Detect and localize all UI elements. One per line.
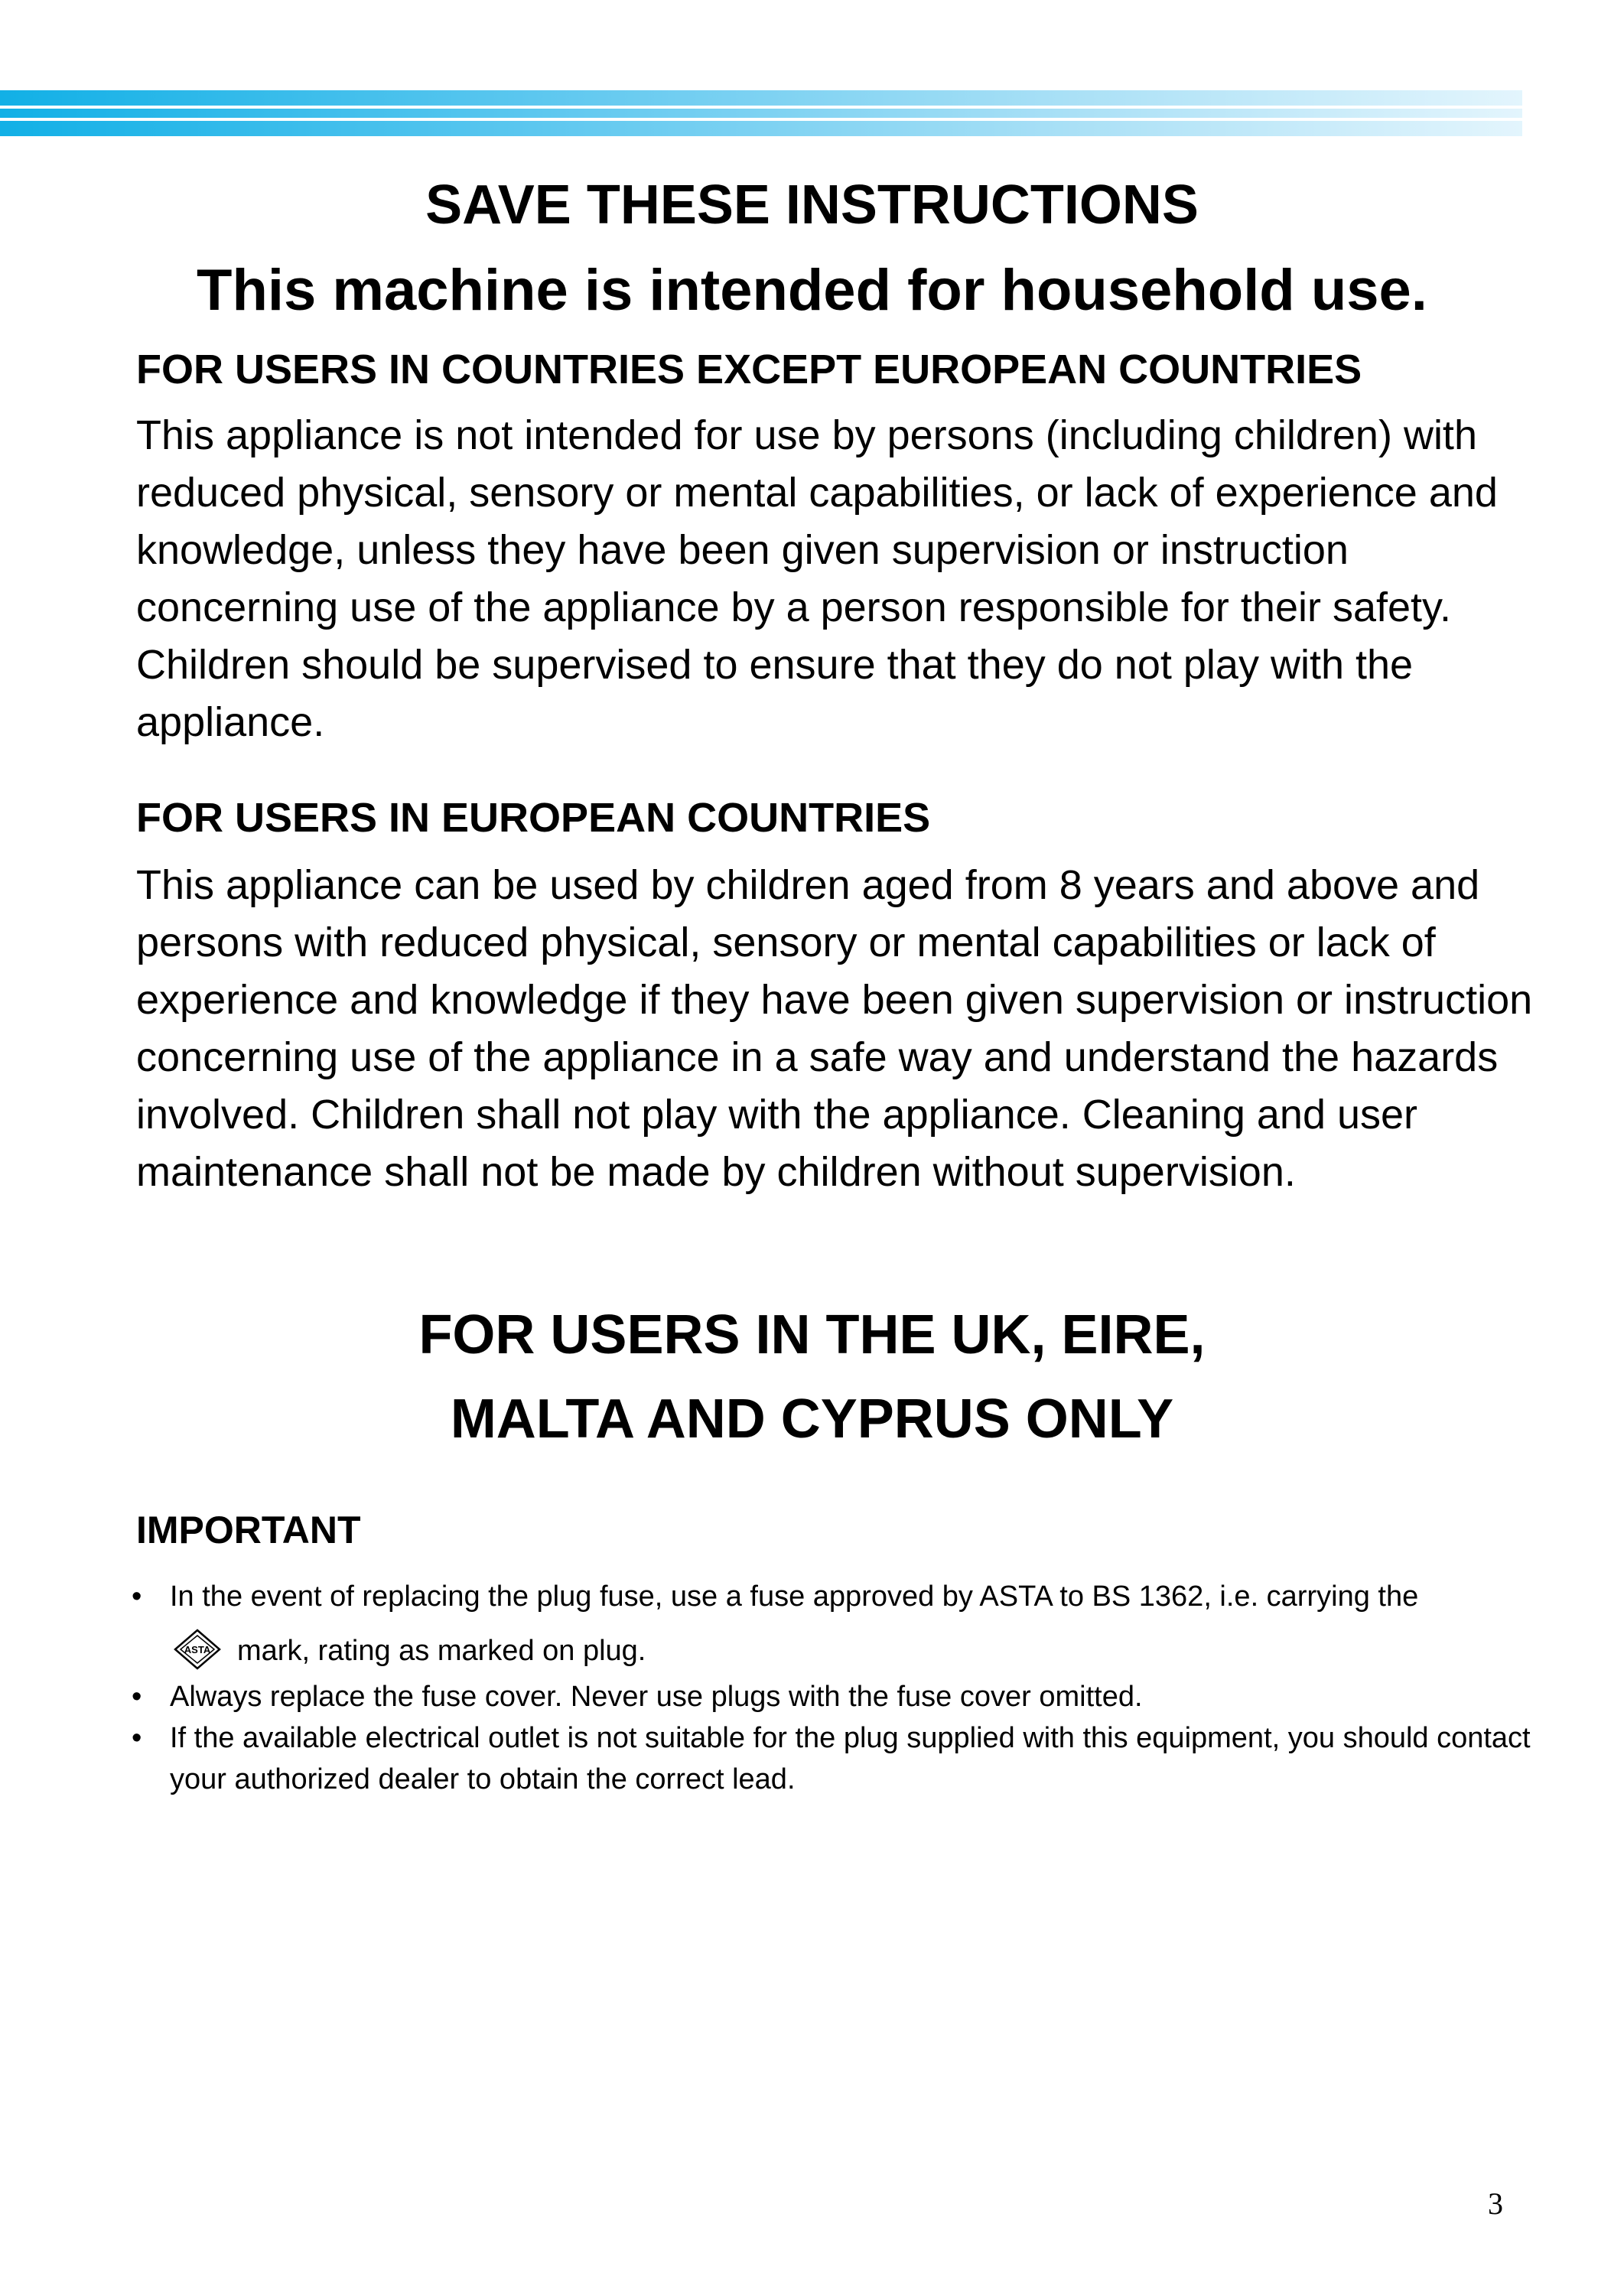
list-item (132, 1576, 1531, 1672)
page-subtitle: This machine is intended for household use. (197, 258, 1427, 323)
list-item (132, 1717, 1531, 1800)
section-text-non-eu: This appliance is not intended for use by persons (including children) with reduced physical, sensory or mental capabilities, or lack of experience and knowledge, unless they have been given supervision or instruction concerning use of the appliance by a person responsible for their safety. Children should be supervised to ensure that they do not play with the appliance. (136, 412, 1498, 745)
uk-title-line1: FOR USERS IN THE UK, EIRE, (418, 1304, 1206, 1366)
header-bar-stripe (0, 106, 1522, 109)
uk-section-title (0, 1293, 1624, 1461)
bullet-icon: • (132, 1580, 142, 1613)
important-bullet-list (132, 1576, 1531, 1800)
bullet-continuation: mark, rating as marked on plug. (237, 1635, 646, 1667)
asta-mark-line (170, 1628, 1531, 1672)
bullet-text: Always replace the fuse cover. Never use plugs with the fuse cover omitted. (170, 1681, 1143, 1713)
list-item (132, 1676, 1531, 1717)
section-heading-eu: FOR USERS IN EUROPEAN COUNTRIES (136, 795, 931, 841)
asta-mark-icon (173, 1628, 222, 1671)
page-title: SAVE THESE INSTRUCTIONS (425, 174, 1199, 236)
asta-mark-text: ASTA (184, 1644, 211, 1655)
bullet-icon: • (132, 1722, 142, 1754)
header-decorative-bar (0, 90, 1522, 136)
section-text-eu: This appliance can be used by children aged from 8 years and above and persons with reduced physical, sensory or mental capabilities or lack of experience and knowledge if they have been given supervision or instruction concerning use of the appliance in a safe way and understand the hazards involved. Children shall not play with the appliance. Cleaning and user maintenance shall not be made by children without supervision. (136, 862, 1533, 1195)
page-number: 3 (1488, 2186, 1503, 2221)
important-label: IMPORTANT (136, 1509, 361, 1551)
section-heading-non-eu: FOR USERS IN COUNTRIES EXCEPT EUROPEAN COUNTRIES (136, 347, 1362, 392)
uk-title-line2: MALTA AND CYPRUS ONLY (450, 1388, 1174, 1450)
bullet-text: If the available electrical outlet is not suitable for the plug supplied with this equipment, you should contact your authorized dealer to obtain the correct lead. (170, 1722, 1531, 1795)
header-bar-stripe (0, 118, 1522, 121)
bullet-text: In the event of replacing the plug fuse, use a fuse approved by ASTA to BS 1362, i.e. carrying the (170, 1580, 1419, 1613)
bullet-icon: • (132, 1681, 142, 1713)
